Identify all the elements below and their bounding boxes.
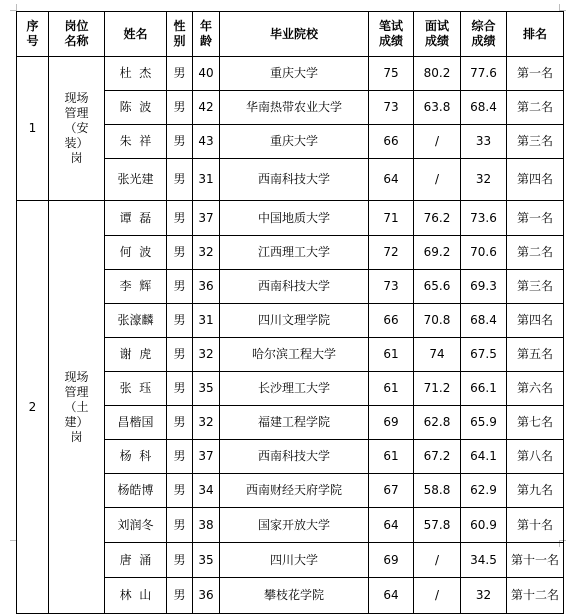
total-score: 77.6 <box>461 57 507 91</box>
school-cell: 攀枝花学院 <box>220 578 369 614</box>
interview-score: 71.2 <box>414 372 461 406</box>
gender-cell: 男 <box>167 338 193 372</box>
gender-cell: 男 <box>167 236 193 270</box>
rank-cell: 第二名 <box>507 236 564 270</box>
gender-cell: 男 <box>167 57 193 91</box>
results-body <box>17 57 564 614</box>
total-score: 70.6 <box>461 236 507 270</box>
crop-mark-top-left <box>10 4 17 11</box>
age-cell: 31 <box>193 159 220 201</box>
total-score: 32 <box>461 578 507 614</box>
header-name: 姓名 <box>105 12 167 57</box>
age-cell: 32 <box>193 236 220 270</box>
school-cell: 华南热带农业大学 <box>220 91 369 125</box>
group-number: 2 <box>17 201 49 614</box>
total-score: 66.1 <box>461 372 507 406</box>
interview-score: / <box>414 543 461 578</box>
gender-cell: 男 <box>167 578 193 614</box>
results-table <box>16 11 564 614</box>
school-cell: 西南科技大学 <box>220 270 369 304</box>
school-cell: 长沙理工大学 <box>220 372 369 406</box>
total-score: 65.9 <box>461 406 507 440</box>
rank-cell: 第一名 <box>507 57 564 91</box>
school-cell: 国家开放大学 <box>220 508 369 543</box>
header-no: 序 号 <box>17 12 49 57</box>
total-score: 73.6 <box>461 201 507 236</box>
written-score: 61 <box>369 372 414 406</box>
interview-score: / <box>414 125 461 159</box>
rank-cell: 第九名 <box>507 474 564 508</box>
interview-score: 63.8 <box>414 91 461 125</box>
candidate-name: 杜 杰 <box>105 57 167 91</box>
school-cell: 重庆大学 <box>220 57 369 91</box>
age-cell: 43 <box>193 125 220 159</box>
candidate-name: 李 辉 <box>105 270 167 304</box>
interview-score: 57.8 <box>414 508 461 543</box>
candidate-name: 朱 祥 <box>105 125 167 159</box>
written-score: 67 <box>369 474 414 508</box>
school-cell: 四川大学 <box>220 543 369 578</box>
candidate-name: 谭 磊 <box>105 201 167 236</box>
interview-score: 70.8 <box>414 304 461 338</box>
header-rank: 排名 <box>507 12 564 57</box>
total-score: 69.3 <box>461 270 507 304</box>
crop-mark-top-right <box>559 4 566 11</box>
header-written: 笔试 成绩 <box>369 12 414 57</box>
interview-score: / <box>414 159 461 201</box>
gender-cell: 男 <box>167 543 193 578</box>
header-gender: 性 别 <box>167 12 193 57</box>
candidate-name: 张濠麟 <box>105 304 167 338</box>
gender-cell: 男 <box>167 159 193 201</box>
school-cell: 四川文理学院 <box>220 304 369 338</box>
school-cell: 江西理工大学 <box>220 236 369 270</box>
written-score: 61 <box>369 440 414 474</box>
school-cell: 西南科技大学 <box>220 440 369 474</box>
candidate-name: 刘润冬 <box>105 508 167 543</box>
rank-cell: 第十二名 <box>507 578 564 614</box>
interview-score: 58.8 <box>414 474 461 508</box>
written-score: 69 <box>369 543 414 578</box>
rank-cell: 第三名 <box>507 125 564 159</box>
interview-score: 74 <box>414 338 461 372</box>
candidate-name: 唐 涌 <box>105 543 167 578</box>
gender-cell: 男 <box>167 125 193 159</box>
written-score: 72 <box>369 236 414 270</box>
total-score: 68.4 <box>461 91 507 125</box>
gender-cell: 男 <box>167 474 193 508</box>
gender-cell: 男 <box>167 508 193 543</box>
age-cell: 38 <box>193 508 220 543</box>
candidate-name: 张光建 <box>105 159 167 201</box>
rank-cell: 第四名 <box>507 304 564 338</box>
written-score: 71 <box>369 201 414 236</box>
gender-cell: 男 <box>167 304 193 338</box>
school-cell: 哈尔滨工程大学 <box>220 338 369 372</box>
age-cell: 36 <box>193 578 220 614</box>
rank-cell: 第二名 <box>507 91 564 125</box>
header-interview: 面试 成绩 <box>414 12 461 57</box>
school-cell: 西南科技大学 <box>220 159 369 201</box>
age-cell: 31 <box>193 304 220 338</box>
age-cell: 40 <box>193 57 220 91</box>
gender-cell: 男 <box>167 270 193 304</box>
age-cell: 35 <box>193 543 220 578</box>
candidate-name: 昌楷国 <box>105 406 167 440</box>
interview-score: 80.2 <box>414 57 461 91</box>
candidate-name: 张 珏 <box>105 372 167 406</box>
written-score: 64 <box>369 508 414 543</box>
age-cell: 34 <box>193 474 220 508</box>
written-score: 73 <box>369 270 414 304</box>
post-name: 现场 管理 （安 装） 岗 <box>49 57 105 201</box>
age-cell: 32 <box>193 338 220 372</box>
rank-cell: 第十一名 <box>507 543 564 578</box>
total-score: 32 <box>461 159 507 201</box>
table-row <box>17 57 564 91</box>
rank-cell: 第三名 <box>507 270 564 304</box>
gender-cell: 男 <box>167 372 193 406</box>
interview-score: 62.8 <box>414 406 461 440</box>
post-name: 现场 管理 （土 建） 岗 <box>49 201 105 614</box>
written-score: 75 <box>369 57 414 91</box>
gender-cell: 男 <box>167 201 193 236</box>
header-total: 综合 成绩 <box>461 12 507 57</box>
total-score: 34.5 <box>461 543 507 578</box>
candidate-name: 杨 科 <box>105 440 167 474</box>
written-score: 69 <box>369 406 414 440</box>
written-score: 64 <box>369 159 414 201</box>
total-score: 33 <box>461 125 507 159</box>
total-score: 64.1 <box>461 440 507 474</box>
rank-cell: 第八名 <box>507 440 564 474</box>
age-cell: 35 <box>193 372 220 406</box>
candidate-name: 林 山 <box>105 578 167 614</box>
candidate-name: 杨皓博 <box>105 474 167 508</box>
table-row <box>17 201 564 236</box>
total-score: 67.5 <box>461 338 507 372</box>
gender-cell: 男 <box>167 91 193 125</box>
interview-score: 67.2 <box>414 440 461 474</box>
rank-cell: 第六名 <box>507 372 564 406</box>
interview-score: / <box>414 578 461 614</box>
school-cell: 重庆大学 <box>220 125 369 159</box>
rank-cell: 第四名 <box>507 159 564 201</box>
interview-score: 76.2 <box>414 201 461 236</box>
written-score: 66 <box>369 125 414 159</box>
written-score: 73 <box>369 91 414 125</box>
header-row <box>17 12 564 57</box>
school-cell: 福建工程学院 <box>220 406 369 440</box>
rank-cell: 第一名 <box>507 201 564 236</box>
header-post: 岗位 名称 <box>49 12 105 57</box>
gender-cell: 男 <box>167 440 193 474</box>
age-cell: 37 <box>193 440 220 474</box>
total-score: 62.9 <box>461 474 507 508</box>
header-school: 毕业院校 <box>220 12 369 57</box>
age-cell: 32 <box>193 406 220 440</box>
interview-score: 65.6 <box>414 270 461 304</box>
age-cell: 42 <box>193 91 220 125</box>
candidate-name: 谢 虎 <box>105 338 167 372</box>
header-age: 年 龄 <box>193 12 220 57</box>
interview-score: 69.2 <box>414 236 461 270</box>
school-cell: 中国地质大学 <box>220 201 369 236</box>
candidate-name: 陈 波 <box>105 91 167 125</box>
gender-cell: 男 <box>167 406 193 440</box>
rank-cell: 第七名 <box>507 406 564 440</box>
total-score: 60.9 <box>461 508 507 543</box>
rank-cell: 第十名 <box>507 508 564 543</box>
written-score: 64 <box>369 578 414 614</box>
age-cell: 36 <box>193 270 220 304</box>
total-score: 68.4 <box>461 304 507 338</box>
age-cell: 37 <box>193 201 220 236</box>
candidate-name: 何 波 <box>105 236 167 270</box>
group-number: 1 <box>17 57 49 201</box>
rank-cell: 第五名 <box>507 338 564 372</box>
written-score: 61 <box>369 338 414 372</box>
written-score: 66 <box>369 304 414 338</box>
school-cell: 西南财经天府学院 <box>220 474 369 508</box>
